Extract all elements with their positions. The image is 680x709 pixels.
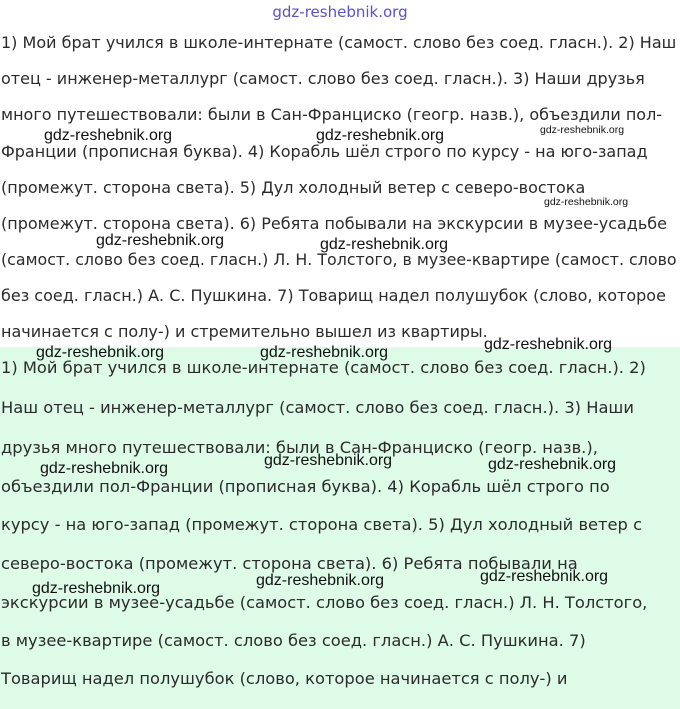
answer-2-line: курсу - на юго-запад (промежут. сторона света). 5) Дул холодный ветер с: [1, 515, 643, 534]
watermark: gdz-reshebnik.org: [36, 344, 165, 361]
site-header-link[interactable]: gdz-reshebnik.org: [272, 3, 408, 21]
answer-1-line: отец - инженер-металлург (самост. слово без соед. гласн.). 3) Наши друзья: [1, 69, 645, 88]
answer-2-line: Товарищ надел полушубок (слово, которое начинается с полу-) и: [1, 669, 568, 688]
answer-block-2: [0, 347, 680, 709]
answer-2-line: экскурсии в музее-усадьбе (самост. слово без соед. гласн.) Л. Н. Толстого,: [1, 593, 648, 612]
watermark: gdz-reshebnik.org: [544, 196, 629, 208]
answer-1-line: Франции (прописная буква). 4) Корабль шёл строго по курсу - на юго-запад: [1, 142, 648, 161]
answer-1-line: 1) Мой брат учился в школе-интернате (самост. слово без соед. гласн.). 2) Наш: [1, 33, 677, 52]
watermark: gdz-reshebnik.org: [40, 460, 169, 477]
watermark: gdz-reshebnik.org: [480, 568, 609, 585]
watermark: gdz-reshebnik.org: [96, 232, 225, 249]
watermark: gdz-reshebnik.org: [44, 127, 173, 144]
answer-block-1: [0, 25, 680, 347]
answer-1-line: начинается с полу-) и стремительно вышел из квартиры.: [1, 322, 488, 341]
answer-1-line: много путешествовали: были в Сан-Франциско (геогр. назв.), объездили пол-: [1, 105, 663, 124]
watermark: gdz-reshebnik.org: [256, 572, 385, 589]
answer-1-line: (промежут. сторона света). 5) Дул холодный ветер с северо-востока: [1, 178, 586, 197]
watermark: gdz-reshebnik.org: [316, 127, 445, 144]
watermark: gdz-reshebnik.org: [32, 580, 161, 597]
answer-1-line: (промежут. сторона света). 6) Ребята побывали на экскурсии в музее-усадьбе: [1, 214, 668, 233]
answer-2-line: Наш отец - инженер-металлург (самост. слово без соед. гласн.). 3) Наши: [1, 398, 634, 417]
answer-1-line: (самост. слово без соед. гласн.) Л. Н. Толстого, в музее-квартире (самост. слово: [1, 250, 677, 269]
answer-2-line: в музее-квартире (самост. слово без соед. гласн.) А. С. Пушкина. 7): [1, 631, 586, 650]
watermark: gdz-reshebnik.org: [260, 344, 389, 361]
watermark: gdz-reshebnik.org: [264, 452, 393, 469]
watermark: gdz-reshebnik.org: [484, 336, 613, 353]
watermark: gdz-reshebnik.org: [488, 456, 617, 473]
watermark: gdz-reshebnik.org: [540, 124, 625, 136]
answer-2-line: северо-востока (промежут. сторона света). 6) Ребята побывали на: [1, 554, 578, 573]
answer-2-line: объездили пол-Франции (прописная буква). 4) Корабль шёл строго по: [1, 477, 610, 496]
answer-2-line: друзья много путешествовали: были в Сан-Франциско (геогр. назв.),: [1, 438, 598, 457]
watermark: gdz-reshebnik.org: [320, 236, 449, 253]
answer-1-line: без соед. гласн.) А. С. Пушкина. 7) Товарищ надел полушубок (слово, которое: [1, 286, 666, 305]
answer-2-line: 1) Мой брат учился в школе-интернате (самост. слово без соед. гласн.). 2): [1, 358, 646, 377]
